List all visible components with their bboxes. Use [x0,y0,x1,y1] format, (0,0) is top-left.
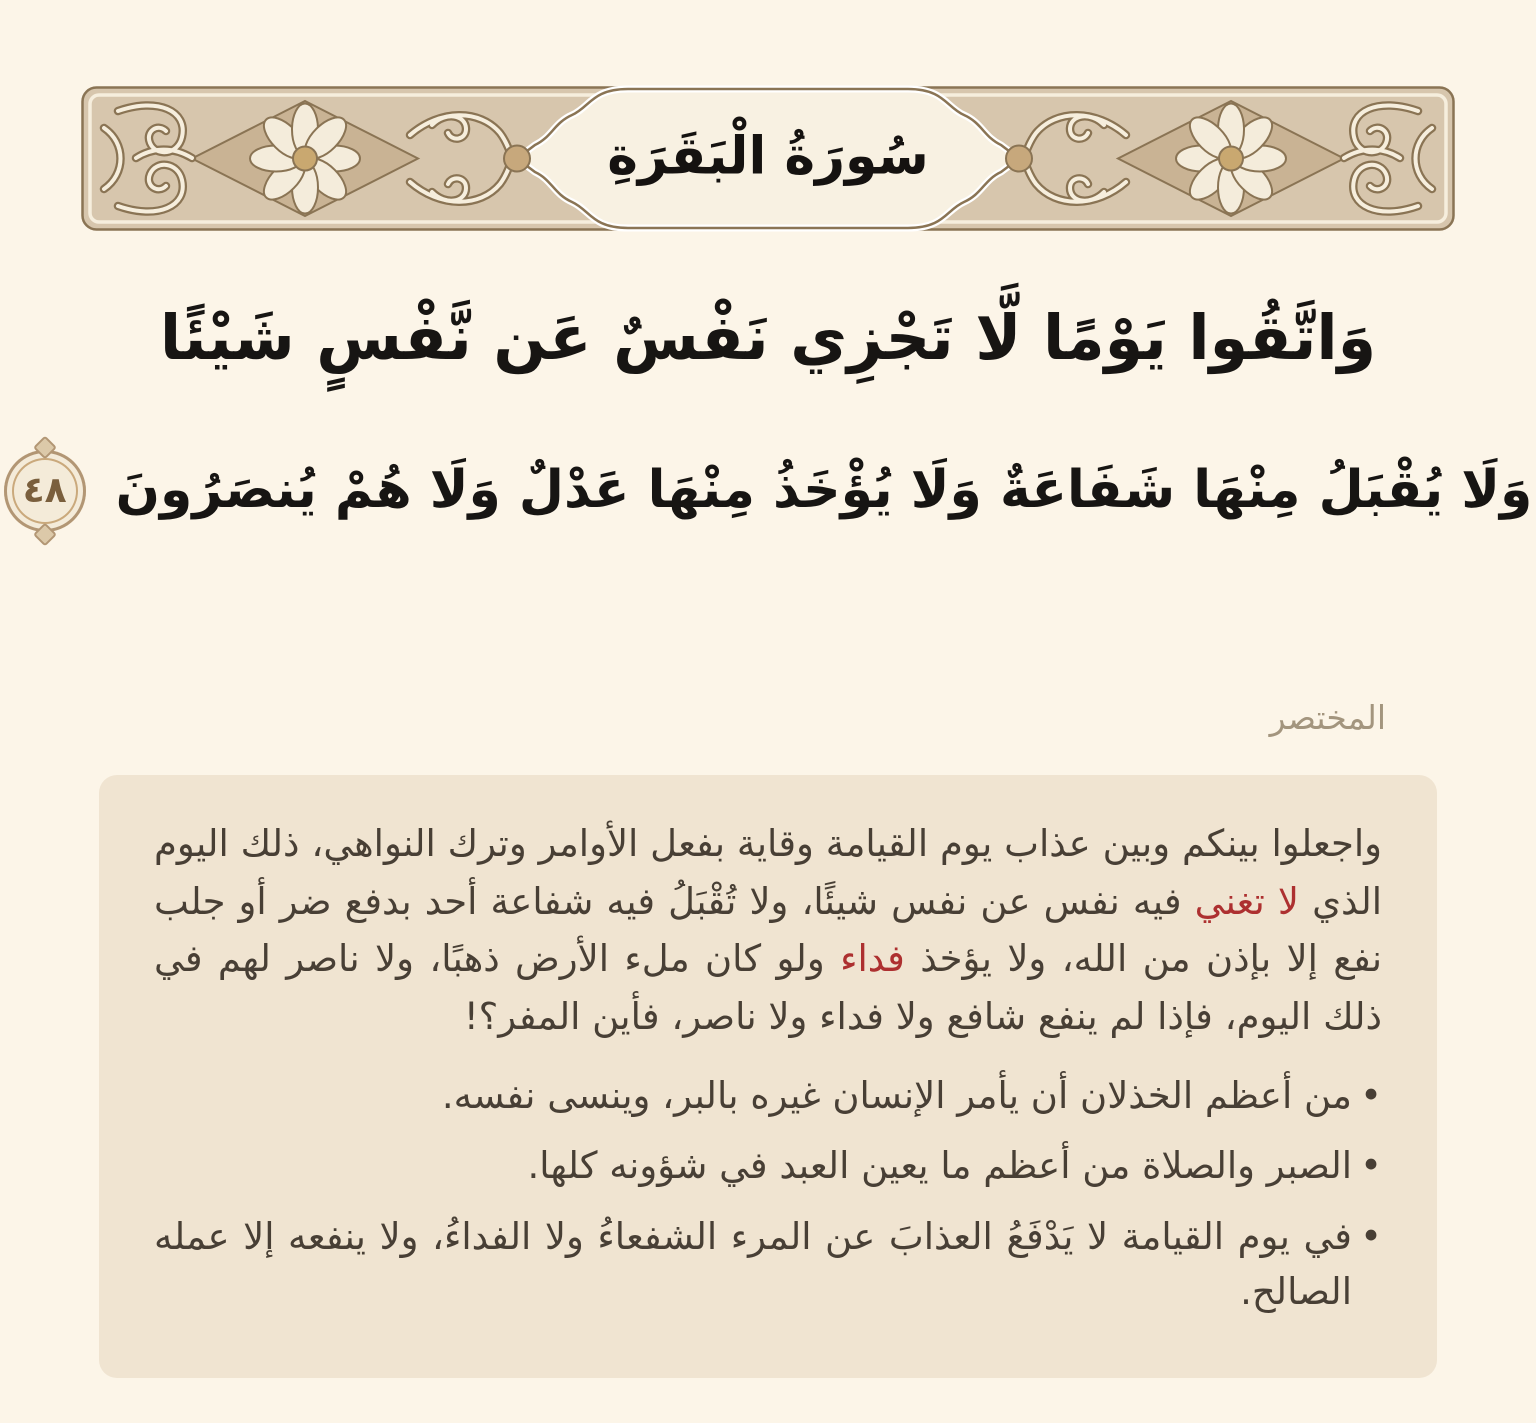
tafsir-source-label: المختصر [1269,698,1386,737]
tafsir-bullet-list [154,1068,1382,1320]
tafsir-bullet [154,1209,1382,1320]
surah-title: سُورَةُ الْبَقَرَةِ [607,126,929,187]
verse-line-1: وَاتَّقُوا يَوْمًا لَّا تَجْزِي نَفْسٌ عَن نَّفْسٍ شَيْئًا [159,301,1377,374]
bullet-marker: • [1360,1144,1382,1188]
tafsir-paragraph [154,815,1382,1046]
ayah-number-medallion: ٤٨ [4,450,86,532]
verse-line-2-text: وَلَا يُقْبَلُ مِنْهَا شَفَاعَةٌ وَلَا يُؤْخَذُ مِنْهَا عَدْلٌ وَلَا هُمْ يُنصَرُونَ [115,460,1533,521]
surah-banner [80,85,1456,232]
tafsir-bullet [154,1138,1382,1194]
bullet-text: الصبر والصلاة من أعظم ما يعين العبد في شؤونه كلها. [527,1144,1352,1188]
tafsir-segment: فيه نفس عن نفس شيئًا، ولا تُقْبَلُ فيه شفاعة أحد بدفع ضر أو جلب نفع إلا بإذن من الله، ولا يؤخذ [154,879,1382,981]
verse-line-2 [0,449,1536,532]
tafsir-segment: ولو كان ملء الأرض ذهبًا، ولا ناصر لهم في ذلك اليوم، فإذا لم ينفع شافع ولا فداء ولا ناصر، فأين المفر؟! [154,937,1382,1039]
verse-section [0,288,1536,532]
tafsir-segment: واجعلوا بينكم وبين عذاب يوم القيامة وقاية بفعل الأوامر وترك النواهي، ذلك اليوم الذي [154,822,1383,923]
bullet-marker: • [1360,1073,1382,1117]
tafsir-highlight: فداء [840,937,905,981]
bullet-text: من أعظم الخذلان أن يأمر الإنسان غيره بالبر، وينسى نفسه. [441,1073,1352,1117]
tafsir-box [99,775,1437,1378]
bullet-text: في يوم القيامة لا يَدْفَعُ العذابَ عن المرء الشفعاءُ ولا الفداءُ، ولا ينفعه إلا عمله الصالح. [154,1214,1352,1314]
bullet-marker: • [1360,1214,1382,1258]
tafsir-highlight: لا تغني [1194,879,1299,923]
tafsir-bullet [154,1068,1382,1124]
